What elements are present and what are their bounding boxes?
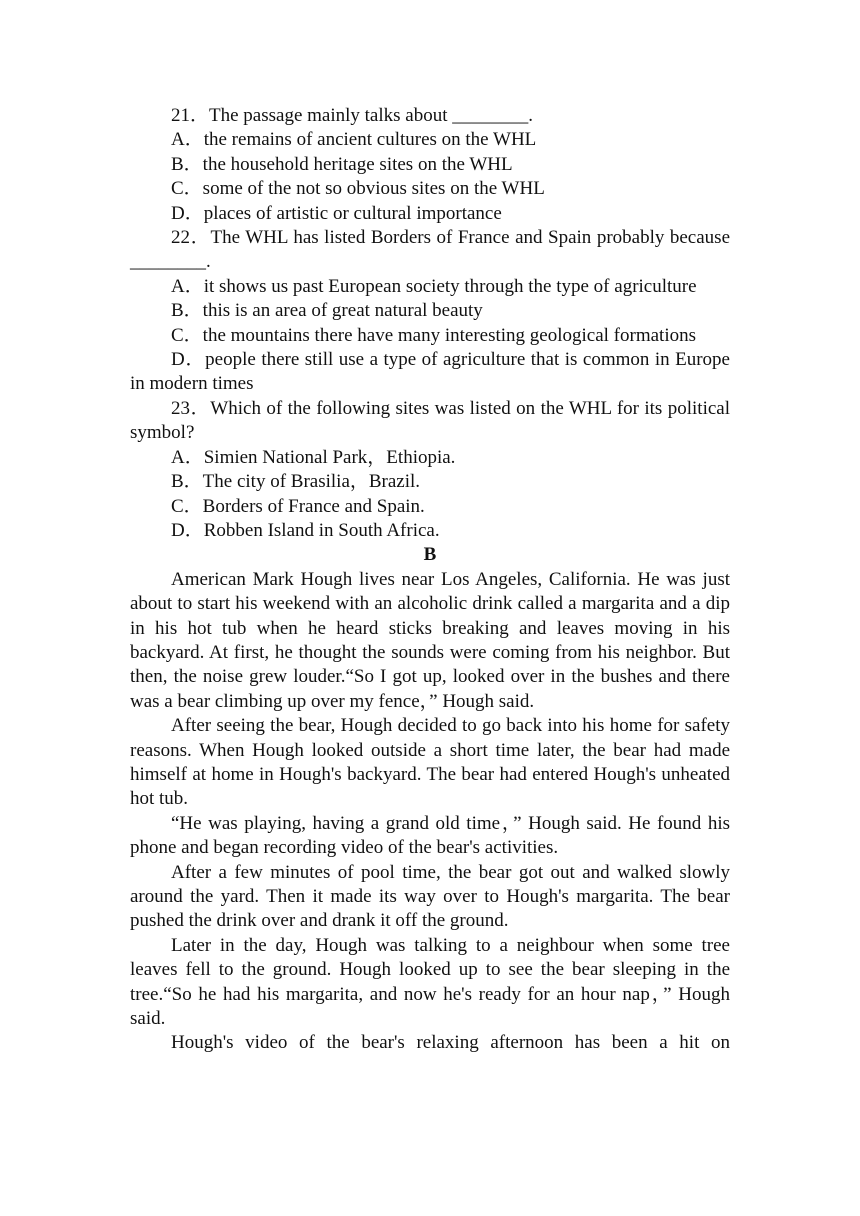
section-heading: B (423, 544, 437, 566)
option-c: C．some of the not so obvious sites on the WHL (171, 178, 545, 200)
option-a: A．Simien National Park，Ethiopia. (171, 446, 456, 468)
passage (130, 568, 730, 1056)
passage-paragraph: Hough's video of the bear's relaxing afternoon has been a hit on (171, 1032, 730, 1054)
option-a: A．the remains of ancient cultures on the WHL (171, 129, 537, 151)
passage-paragraph: Later in the day, Hough was talking to a neighbour when some tree leaves fell to the ground. Hough looked up to see the bear sleeping in the tree.“So he had his margarita, and now he's ready for an hour nap，” Hough said. (130, 934, 730, 1030)
question-22 (130, 226, 730, 397)
option-d: D．places of artistic or cultural importance (171, 202, 502, 224)
option-a: A．it shows us past European society through the type of agriculture (171, 275, 697, 297)
passage-paragraph: “He was playing, having a grand old time，” Hough said. He found his phone and began recording video of the bear's activities. (130, 812, 730, 859)
document-page (130, 104, 730, 1056)
passage-paragraph: American Mark Hough lives near Los Angeles, California. He was just about to start his weekend with an alcoholic drink called a margarita and a dip in his hot tub when he heard sticks breaking and leaves moving in his backyard. At first, he thought the sounds were coming from his neighbor. But then, the noise grew louder.“So I got up, looked over in the bushes and there was a bear climbing up over my fence，” Hough said. (130, 568, 730, 712)
option-c: C．the mountains there have many interesting geological formations (171, 324, 697, 346)
option-b: B．the household heritage sites on the WHL (171, 153, 513, 175)
option-c: C．Borders of France and Spain. (171, 495, 425, 517)
question-stem: 22．The WHL has listed Borders of France and Spain probably because ________. (130, 227, 730, 273)
passage-paragraph: After seeing the bear, Hough decided to go back into his home for safety reasons. When Hough looked outside a short time later, the bear had made himself at home in Hough's backyard. The bear had entered Hough's unheated hot tub. (130, 715, 730, 810)
option-b: B．The city of Brasilia，Brazil. (171, 471, 421, 493)
question-21 (130, 104, 730, 226)
question-23 (130, 397, 730, 543)
option-d: D．Robben Island in South Africa. (171, 519, 440, 541)
option-d: D．people there still use a type of agriculture that is common in Europe in modern times (130, 349, 730, 395)
question-stem: 21．The passage mainly talks about ________. (171, 105, 533, 126)
passage-paragraph: After a few minutes of pool time, the bear got out and walked slowly around the yard. Then it made its way over to Hough's margarita. The bear pushed the drink over and drank it off the ground. (130, 861, 730, 932)
question-stem: 23．Which of the following sites was listed on the WHL for its political symbol? (130, 397, 730, 444)
option-b: B．this is an area of great natural beauty (171, 300, 483, 322)
